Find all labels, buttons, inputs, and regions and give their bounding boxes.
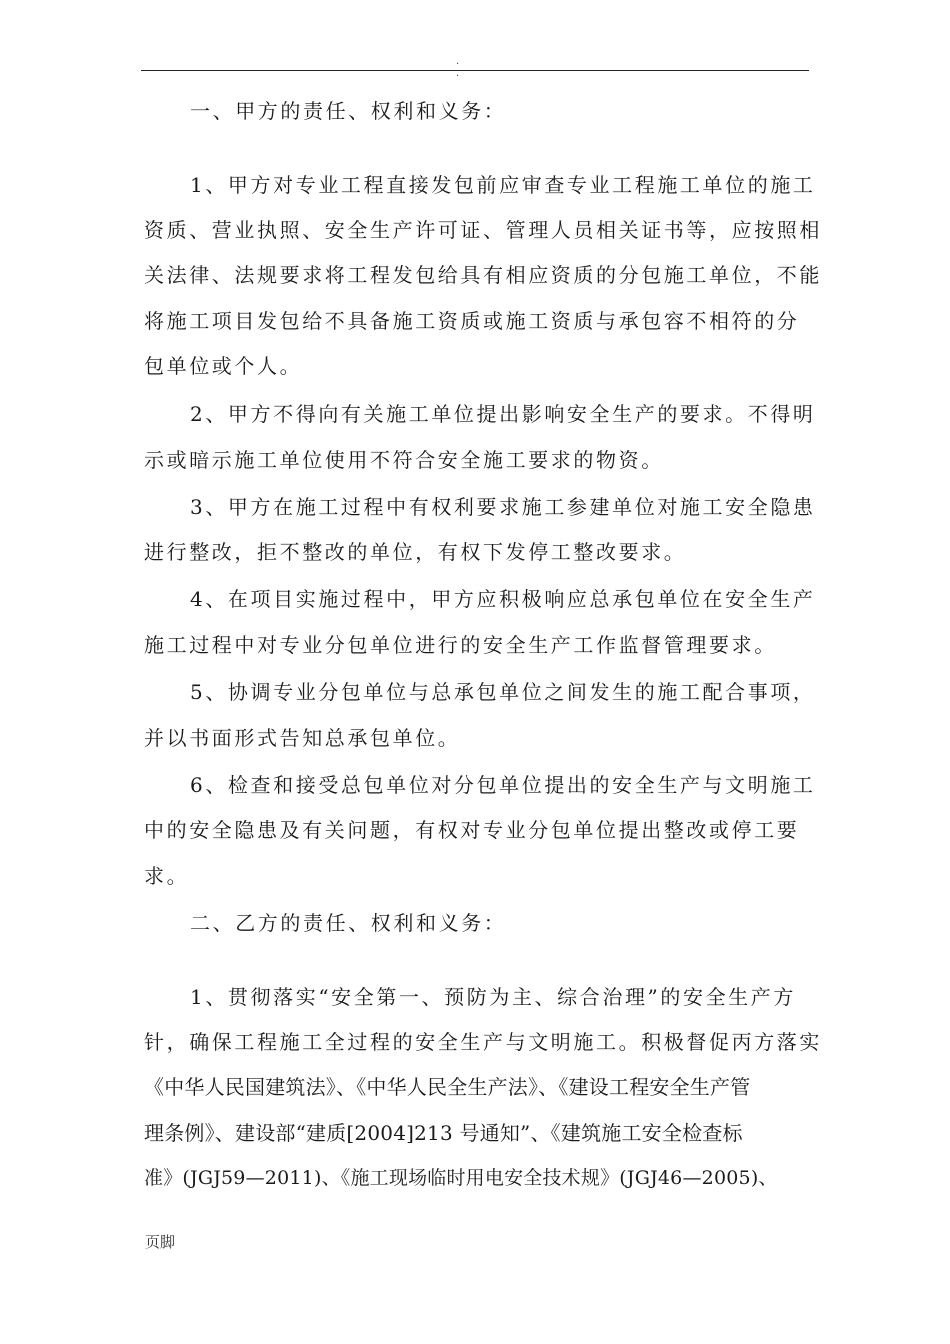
paragraph-line: 示或暗示施工单位使用不符合安全施工要求的物资。: [144, 448, 664, 472]
paragraph-line: 准》(JGJ59—2011)、《施工现场临时用电安全技术规》(JGJ46—2005)、: [144, 1167, 778, 1189]
paragraph-line: 中的安全隐患及有关问题，有权对专业分包单位提出整改或停工要: [144, 818, 800, 842]
paragraph-line: 进行整改，拒不整改的单位，有权下发停工整改要求。: [144, 540, 687, 564]
paragraph-line: 关法律、法规要求将工程发包给具有相应资质的分包施工单位，不能: [144, 263, 822, 287]
paragraph-line: 4、在项目实施过程中，甲方应积极响应总承包单位在安全生产: [190, 587, 816, 611]
header-rule: [141, 70, 809, 71]
paragraph-line: 1、贯彻落实“安全第一、预防为主、综合治理”的安全生产方: [190, 985, 796, 1009]
paragraph-line: 2、甲方不得向有关施工单位提出影响安全生产的要求。不得明: [190, 402, 816, 426]
paragraph-line: 3、甲方在施工过程中有权利要求施工参建单位对施工安全隐患: [190, 495, 816, 519]
paragraph-line: 《中华人民国建筑法》、《中华人民全生产法》、《建设工程安全生产管: [144, 1075, 751, 1099]
header-dots: . .: [456, 56, 474, 79]
paragraph-line: 求。: [144, 864, 190, 888]
paragraph-line: 理条例》、建设部“建质[2004]213 号通知”、《建筑施工安全检查标: [144, 1121, 743, 1145]
section-heading-party-b: 二、乙方的责任、权利和义务：: [190, 911, 507, 935]
paragraph-line: 1、甲方对专业工程直接发包前应审查专业工程施工单位的施工: [190, 173, 816, 197]
paragraph-line: 将施工项目发包给不具备施工资质或施工资质与承包容不相符的分: [144, 309, 800, 333]
page-footer: 页脚: [145, 1233, 176, 1251]
section-heading-party-a: 一、甲方的责任、权利和义务：: [190, 99, 507, 123]
paragraph-line: 资质、营业执照、安全生产许可证、管理人员相关证书等，应按照相: [144, 218, 822, 242]
paragraph-line: 包单位或个人。: [144, 354, 303, 378]
paragraph-line: 6、检查和接受总包单位对分包单位提出的安全生产与文明施工: [190, 773, 816, 797]
paragraph-line: 施工过程中对专业分包单位进行的安全生产工作监督管理要求。: [144, 633, 777, 657]
paragraph-line: 5、协调专业分包单位与总承包单位之间发生的施工配合事项，: [190, 680, 816, 704]
paragraph-line: 并以书面形式告知总承包单位。: [144, 726, 461, 750]
paragraph-line: 针，确保工程施工全过程的安全生产与文明施工。积极督促丙方落实: [144, 1030, 822, 1054]
